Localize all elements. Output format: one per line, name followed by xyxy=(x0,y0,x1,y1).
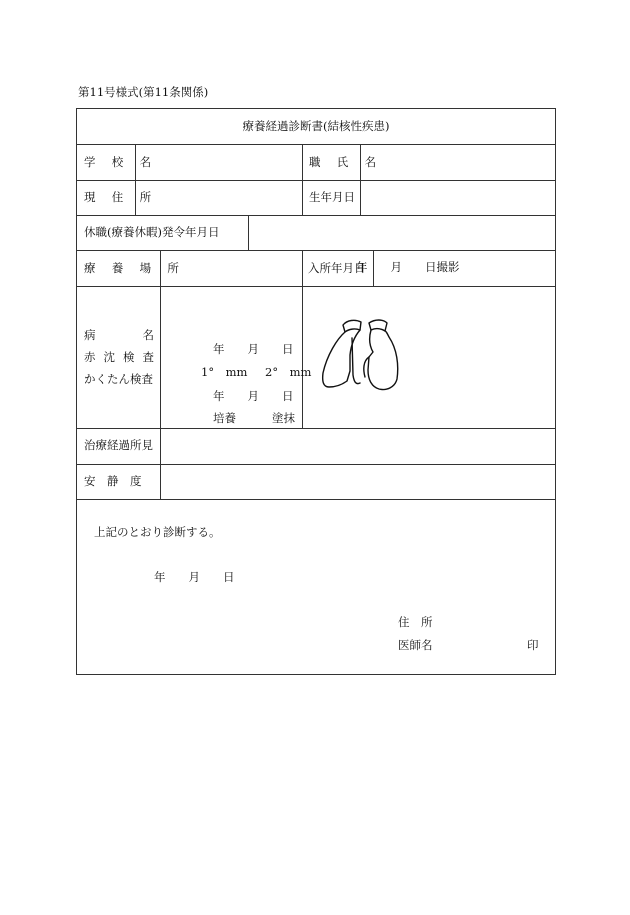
smear-label: 塗抹 xyxy=(272,411,295,425)
current-address-label: 現 住 所 xyxy=(84,190,158,204)
leave-date-label: 休職(療養休暇)発令年月日 xyxy=(84,225,220,239)
physician-name-label: 医師名 xyxy=(398,638,433,652)
sedimentation-test-label: 赤 沈 検 査 xyxy=(84,350,154,364)
sputum-test-label: かくたん検査 xyxy=(84,372,153,386)
form-title: 療養経過診断書(結核性疾患) xyxy=(242,119,390,133)
form-number-header: 第11号様式(第11条関係) xyxy=(78,85,209,99)
xray-date-label: 年 月 日撮影 xyxy=(356,260,460,274)
sedimentation-2h: 2° mm xyxy=(265,365,312,379)
birth-date-label: 生年月日 xyxy=(309,190,355,204)
school-name-label: 学 校 名 xyxy=(84,155,158,169)
course-findings-label: 治療経過所見 xyxy=(84,438,153,452)
rest-level-label: 安 静 度 xyxy=(84,474,142,488)
diagnosis-statement: 上記のとおり診断する。 xyxy=(94,525,221,539)
sedimentation-1h: 1° mm xyxy=(201,365,248,379)
admission-date-label: 入所年月日 xyxy=(308,261,366,275)
treatment-place-label: 療 養 場 所 xyxy=(84,261,186,275)
staff-name-label: 職 氏 名 xyxy=(309,155,383,169)
disease-name-label: 病 名 xyxy=(84,328,154,342)
culture-label: 培養 xyxy=(213,411,236,425)
physician-address-label: 住 所 xyxy=(398,615,433,629)
test-date-1: 年 月 日 xyxy=(213,342,294,356)
test-date-2: 年 月 日 xyxy=(213,389,294,403)
diagnosis-date: 年 月 日 xyxy=(154,570,235,584)
seal-mark: 印 xyxy=(527,638,539,652)
diagnosis-form xyxy=(76,108,556,675)
lung-diagram-icon xyxy=(317,315,417,395)
